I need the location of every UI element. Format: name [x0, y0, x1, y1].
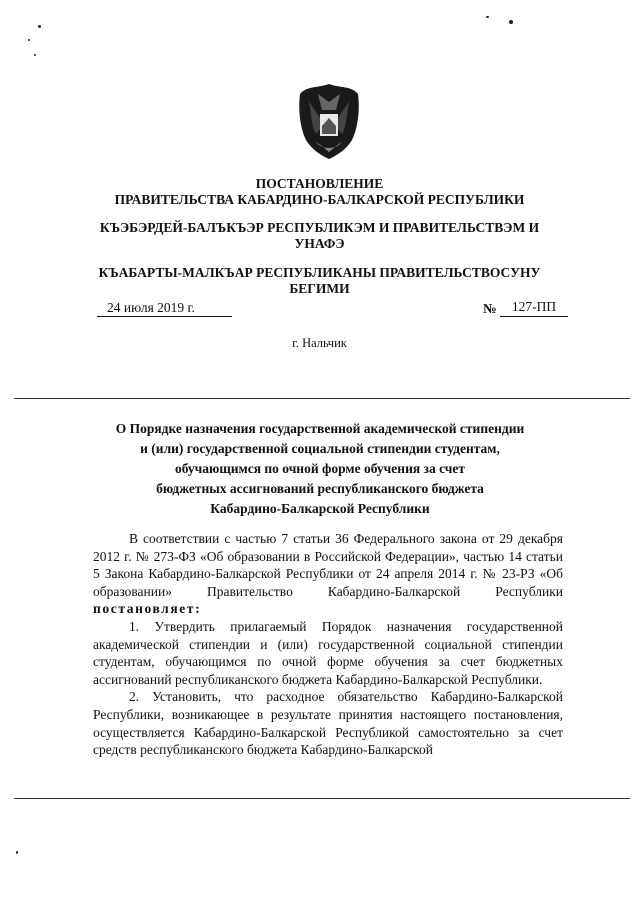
scan-speck — [509, 20, 513, 24]
scan-speck — [28, 39, 30, 41]
title-line: и (или) государственной социальной стипендии студентам, — [140, 441, 500, 456]
number-sign: № — [483, 301, 497, 316]
document-body — [93, 530, 563, 759]
top-divider — [14, 398, 630, 399]
clause-1-paragraph: 1. Утвердить прилагаемый Порядок назначения государственной академической стипендии и (или) государственной социальной стипендии студентам, обучающимся по очной форме обучения за счет бюджетных ассигнований республиканского бюджета Кабардино-Балкарской Республики. — [93, 618, 563, 687]
scan-speck — [16, 851, 18, 854]
issuer-kabardian-line2: УНАФЭ — [294, 236, 345, 251]
title-line: Кабардино-Балкарской Республики — [210, 501, 430, 516]
title-line: О Порядке назначения государственной академической стипендии — [115, 421, 525, 436]
issuer-balkar-line2: БЕГИМИ — [289, 281, 350, 296]
issuer-kabardian-line1: КЪЭБЭРДЕЙ-БАЛЪКЪЭР РЕСПУБЛИКЭМ И ПРАВИТЕЛЬСТВЭМ И — [99, 220, 540, 235]
title-line: обучающимся по очной форме обучения за счет — [174, 461, 466, 476]
city-name: г. Нальчик — [292, 336, 347, 350]
clause-2-paragraph: 2. Установить, что расходное обязательство Кабардино-Балкарской Республики, возникающее в результате принятия настоящего постановления, осуществляется Кабардино-Балкарской Республикой самостоятельно за счет средств республиканского бюджета Кабардино-Балкарской — [93, 689, 563, 758]
scan-speck — [486, 16, 489, 18]
preamble-text: В соответствии с частью 7 статьи 36 Федерального закона от 29 декабря 2012 г. № 273-ФЗ «Об образовании в Российской Федерации», частью 14 статьи 5 Закона Кабардино-Балкарской Республики от 24 апреля 2014 г. № 23-РЗ «Об образовании» Правительство Кабардино-Балкарской Республики — [93, 531, 563, 599]
issuer-russian: ПРАВИТЕЛЬСТВА КАБАРДИНО-БАЛКАРСКОЙ РЕСПУБЛИКИ — [114, 192, 525, 207]
title-line: бюджетных ассигнований республиканского бюджета — [156, 481, 484, 496]
document-date: 24 июля 2019 г. — [97, 300, 232, 317]
scan-speck — [34, 54, 36, 56]
preamble-paragraph — [93, 530, 563, 618]
bottom-divider — [14, 798, 630, 799]
issuer-balkar-line1: КЪАБАРТЫ-МАЛКЪАР РЕСПУБЛИКАНЫ ПРАВИТЕЛЬСТВОСУНУ — [98, 265, 541, 280]
coat-of-arms-icon — [296, 80, 362, 160]
document-type: ПОСТАНОВЛЕНИЕ — [255, 176, 384, 191]
scan-speck — [38, 25, 41, 28]
decree-keyword: постановляет: — [93, 601, 202, 617]
document-title — [60, 419, 580, 519]
document-number: 127-ПП — [500, 299, 568, 317]
